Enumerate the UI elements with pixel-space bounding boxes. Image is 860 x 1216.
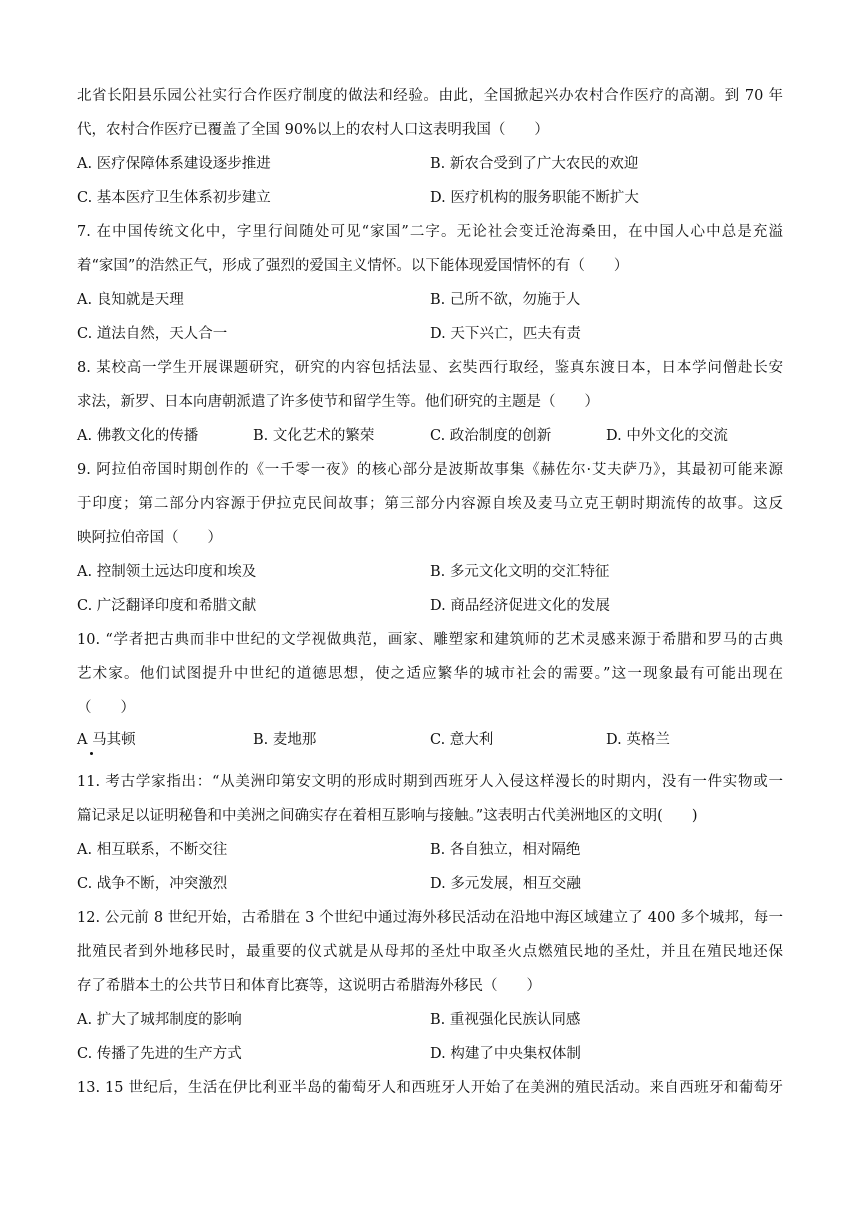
option-b: B. 多元文化文明的交汇特征 (430, 564, 610, 580)
option-d: D. 医疗机构的服务职能不断扩大 (430, 190, 639, 206)
option-d: D. 构建了中央集权体制 (430, 1046, 581, 1062)
option-c: C. 政治制度的创新 (430, 428, 552, 444)
question-9-stem-line: 映阿拉伯帝国（ ） (77, 530, 222, 546)
question-12-stem-line: 批殖民者到外地移民时，最重要的仪式就是从母邦的圣灶中取圣火点燃殖民地的圣灶，并且在殖民地还保 (77, 944, 783, 960)
question-10-stem-line: （ ） (77, 700, 135, 716)
dot-mark (90, 752, 93, 755)
option-b: B. 新农合受到了广大农民的欢迎 (430, 156, 639, 172)
option-c: C. 基本医疗卫生体系初步建立 (77, 190, 271, 206)
question-13-stem-line: 13. 15 世纪后，生活在伊比利亚半岛的葡萄牙人和西班牙人开始了在美洲的殖民活动。来自西班牙和葡萄牙 (77, 1080, 783, 1096)
option-c: C. 意大利 (430, 732, 494, 748)
option-c: C. 道法自然，天人合一 (77, 326, 228, 342)
question-11-stem-line: 11. 考古学家指出：“从美洲印第安文明的形成时期到西班牙人入侵这样漫长的时期内，没有一件实物或一 (77, 774, 783, 790)
option-c: C. 广泛翻译印度和希腊文献 (77, 598, 257, 614)
option-b: B. 文化艺术的繁荣 (253, 428, 375, 444)
question-6-stem-line: 北省长阳县乐园公社实行合作医疗制度的做法和经验。由此，全国掀起兴办农村合作医疗的高潮。到 70 年 (77, 88, 783, 104)
option-b: B. 己所不欲，勿施于人 (430, 292, 581, 308)
option-c: C. 传播了先进的生产方式 (77, 1046, 242, 1062)
option-d: D. 英格兰 (606, 732, 670, 748)
option-d: D. 多元发展，相互交融 (430, 876, 581, 892)
question-8-stem-line: 求法，新罗、日本向唐朝派遣了许多使节和留学生等。他们研究的主题是（ ） (77, 394, 599, 410)
question-10-stem-line: 艺术家。他们试图提升中世纪的道德思想，使之适应繁华的城市社会的需要。”这一现象最有可能出现在 (77, 666, 783, 682)
option-a: A. 佛教文化的传播 (77, 428, 199, 444)
question-9-stem-line: 9. 阿拉伯帝国时期创作的《一千零一夜》的核心部分是波斯故事集《赫佐尔·艾夫萨乃》，其最初可能来源 (77, 462, 783, 478)
question-12-stem-line: 12. 公元前 8 世纪开始，古希腊在 3 个世纪中通过海外移民活动在沿地中海区域建立了 400 多个城邦，每一 (77, 910, 783, 926)
option-a: A. 医疗保障体系建设逐步推进 (77, 156, 271, 172)
option-b: B. 各自独立，相对隔绝 (430, 842, 581, 858)
option-d: D. 天下兴亡，匹夫有责 (430, 326, 581, 342)
question-9-stem-line: 于印度；第二部分内容源于伊拉克民间故事；第三部分内容源自埃及麦马立克王朝时期流传的故事。这反 (77, 496, 783, 512)
option-a: A 马其顿 (77, 732, 136, 748)
option-a: A. 控制领土远达印度和埃及 (77, 564, 257, 580)
question-7-stem-line: 7. 在中国传统文化中，字里行间随处可见“家国”二字。无论社会变迁沧海桑田，在中国人心中总是充溢 (77, 224, 783, 240)
question-7-stem-line: 着“家国”的浩然正气，形成了强烈的爱国主义情怀。以下能体现爱国情怀的有（ ） (77, 258, 629, 274)
option-a: A. 相互联系，不断交往 (77, 842, 228, 858)
option-a: A. 良知就是天理 (77, 292, 184, 308)
question-10-stem-line: 10. “学者把古典而非中世纪的文学视做典范，画家、雕塑家和建筑师的艺术灵感来源于希腊和罗马的古典 (77, 632, 783, 648)
question-6-stem-line: 代，农村合作医疗已覆盖了全国 90%以上的农村人口这表明我国（ ） (77, 122, 549, 138)
option-a: A. 扩大了城邦制度的影响 (77, 1012, 242, 1028)
option-d: D. 中外文化的交流 (606, 428, 728, 444)
question-8-stem-line: 8. 某校高一学生开展课题研究，研究的内容包括法显、玄奘西行取经，鉴真东渡日本，日本学问僧赴长安 (77, 360, 783, 376)
option-b: B. 麦地那 (253, 732, 317, 748)
option-d: D. 商品经济促进文化的发展 (430, 598, 610, 614)
question-11-stem-line: 篇记录足以证明秘鲁和中美洲之间确实存在着相互影响与接触。”这表明古代美洲地区的文明( ) (77, 808, 698, 824)
question-12-stem-line: 存了希腊本土的公共节日和体育比赛等，这说明古希腊海外移民（ ） (77, 978, 541, 994)
option-b: B. 重视强化民族认同感 (430, 1012, 581, 1028)
option-c: C. 战争不断，冲突激烈 (77, 876, 228, 892)
